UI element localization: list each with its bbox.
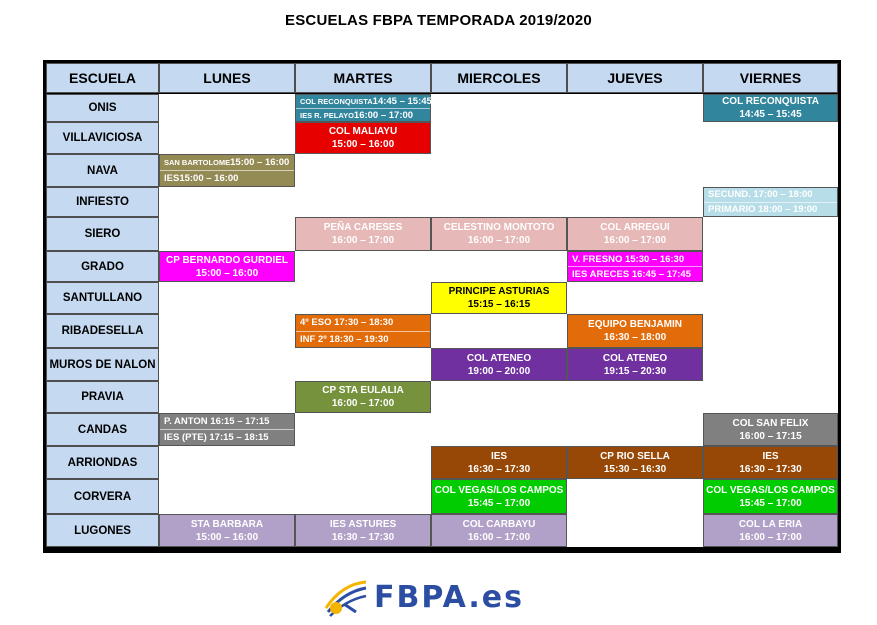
school-candas: CANDAS — [46, 413, 159, 446]
event-line: 19:00 – 20:00 — [467, 365, 531, 377]
event-line: 19:15 – 20:30 — [603, 365, 667, 377]
event-lugones-lunes — [159, 514, 295, 547]
school-ribadesella: RIBADESELLA — [46, 314, 159, 348]
event-line: COL VEGAS/LOS CAMPOS — [706, 484, 835, 496]
event-line: IES — [762, 450, 779, 462]
event-line: CP RIO SELLA — [600, 450, 670, 462]
event-lugones-miercoles — [431, 514, 567, 547]
event-muros-de-nalon-jueves — [567, 348, 703, 381]
school-siero: SIERO — [46, 217, 159, 251]
event-line: CP STA EULALIA — [322, 385, 404, 396]
event-line: 15:15 – 16:15 — [467, 299, 531, 310]
event-line: COL MALIAYU — [328, 126, 398, 137]
event-time: 16:00 – 17:00 — [353, 110, 414, 121]
event-lugones-viernes — [703, 514, 838, 547]
event-time: 14:45 – 15:45 — [372, 96, 432, 107]
schedule-table — [43, 60, 841, 553]
basketball-swoosh-icon — [322, 578, 370, 618]
event-line: PRINCIPE ASTURIAS — [448, 286, 550, 297]
event-siero-miercoles — [431, 217, 567, 251]
school-nava: NAVA — [46, 154, 159, 187]
event-line: COL ATENEO — [602, 352, 668, 364]
event-grado-lunes — [159, 251, 295, 282]
event-line: 16:30 – 18:00 — [603, 332, 667, 343]
event-line: 16:30 – 17:30 — [467, 463, 531, 475]
event-candas-lunes — [159, 413, 295, 446]
event-arriondas-jueves — [567, 446, 703, 479]
event-line: 16:00 – 17:00 — [739, 531, 802, 543]
event-line: COL ARREGUI — [600, 222, 670, 233]
event-line: 15:00 – 16:00 — [331, 139, 395, 150]
school-villaviciosa: VILLAVICIOSA — [46, 122, 159, 154]
event-line: 16:00 – 17:00 — [467, 531, 531, 543]
event-ribadesella-martes — [295, 314, 431, 348]
event-line: IES ASTURES — [329, 518, 397, 530]
event-line: COL ATENEO — [466, 352, 532, 364]
event-arriondas-viernes — [703, 446, 838, 479]
event-infiesto-viernes — [703, 187, 838, 217]
event-corvera-viernes — [703, 479, 838, 514]
event-line: 16:30 – 17:30 — [739, 463, 802, 475]
header-jueves: JUEVES — [567, 63, 703, 93]
event-nava-lunes — [159, 154, 295, 187]
event-lugones-martes — [295, 514, 431, 547]
event-line — [296, 108, 430, 122]
header-viernes: VIERNES — [703, 63, 838, 93]
school-corvera: CORVERA — [46, 479, 159, 514]
event-onis-viernes — [703, 94, 838, 122]
event-line: P. ANTON 16:15 – 17:15 — [164, 416, 270, 427]
event-santullano-miercoles — [431, 282, 567, 314]
event-line: 15:00 – 16:00 — [195, 267, 259, 279]
school-pravia: PRAVIA — [46, 381, 159, 413]
event-candas-viernes — [703, 413, 838, 446]
event-line: PEÑA CARESES — [323, 222, 403, 233]
school-onis: ONIS — [46, 94, 159, 122]
event-grado-jueves — [567, 251, 703, 282]
event-line: CELESTINO MONTOTO — [443, 222, 555, 233]
event-line — [160, 170, 294, 186]
event-time: 15:00 – 16:00 — [179, 173, 239, 184]
event-line: COL SAN FELIX — [732, 417, 809, 429]
event-villaviciosa-martes — [295, 122, 431, 154]
event-time: 15:00 – 16:00 — [230, 157, 290, 168]
event-line: 4º ESO 17:30 – 18:30 — [300, 317, 394, 329]
event-siero-martes — [295, 217, 431, 251]
logo-text: FBPA.es — [374, 580, 524, 615]
event-ribadesella-jueves — [567, 314, 703, 348]
header-escuela: ESCUELA — [46, 63, 159, 93]
event-line: INF 2º 18:30 – 19:30 — [296, 331, 430, 348]
event-line: 16:00 – 17:00 — [331, 398, 395, 409]
event-line: 16:00 – 17:00 — [331, 235, 395, 246]
header-martes: MARTES — [295, 63, 431, 93]
event-line: 16:30 – 17:30 — [331, 531, 395, 543]
event-label: SAN BARTOLOME — [164, 158, 231, 167]
event-pravia-martes — [295, 381, 431, 413]
event-line: V. FRESNO 15:30 – 16:30 — [572, 253, 685, 265]
event-line: 15:45 – 17:00 — [739, 497, 802, 509]
school-infiesto: INFIESTO — [46, 187, 159, 217]
school-arriondas: ARRIONDAS — [46, 446, 159, 479]
event-label: IES R. PELAYO — [300, 111, 354, 120]
event-corvera-miercoles — [431, 479, 567, 514]
event-siero-jueves — [567, 217, 703, 251]
event-line: IES — [490, 450, 508, 462]
event-label: IES — [164, 173, 180, 184]
school-santullano: SANTULLANO — [46, 282, 159, 314]
event-line: COL LA ERIA — [738, 518, 803, 530]
event-line: EQUIPO BENJAMIN — [588, 319, 682, 330]
event-line — [160, 155, 294, 170]
event-label: COL RECONQUISTA — [300, 97, 373, 106]
event-line: 15:00 – 16:00 — [195, 531, 259, 543]
school-grado: GRADO — [46, 251, 159, 282]
school-lugones: LUGONES — [46, 514, 159, 547]
event-line: 16:00 – 17:00 — [467, 235, 531, 246]
event-arriondas-miercoles — [431, 446, 567, 479]
header-miercoles: MIERCOLES — [431, 63, 567, 93]
event-onis-martes — [295, 94, 431, 122]
event-line: 16:00 – 17:15 — [739, 430, 802, 442]
event-line: CP BERNARDO GURDIEL — [165, 254, 289, 266]
event-line: IES (PTE) 17:15 – 18:15 — [160, 429, 294, 445]
event-line: COL VEGAS/LOS CAMPOS — [434, 484, 564, 496]
event-line — [296, 95, 430, 108]
event-line: 15:30 – 16:30 — [603, 463, 667, 475]
event-line: SECUND. 17:00 – 18:00 — [708, 189, 813, 201]
event-line: 16:00 – 17:00 — [603, 235, 667, 246]
event-line: COL CARBAYU — [462, 518, 536, 530]
event-line: 15:45 – 17:00 — [467, 497, 531, 509]
header-lunes: LUNES — [159, 63, 295, 93]
event-line: PRIMARIO 18:00 – 19:00 — [704, 202, 837, 217]
event-muros-de-nalon-miercoles — [431, 348, 567, 381]
page-title: ESCUELAS FBPA TEMPORADA 2019/2020 — [285, 12, 592, 29]
event-line: 14:45 – 15:45 — [739, 109, 802, 120]
school-muros-de-nalon: MUROS DE NALON — [46, 348, 159, 381]
event-line: COL RECONQUISTA — [722, 96, 819, 107]
fbpa-logo — [322, 578, 552, 618]
event-line: IES ARECES 16:45 – 17:45 — [568, 266, 702, 281]
event-line: STA BARBARA — [190, 518, 264, 530]
